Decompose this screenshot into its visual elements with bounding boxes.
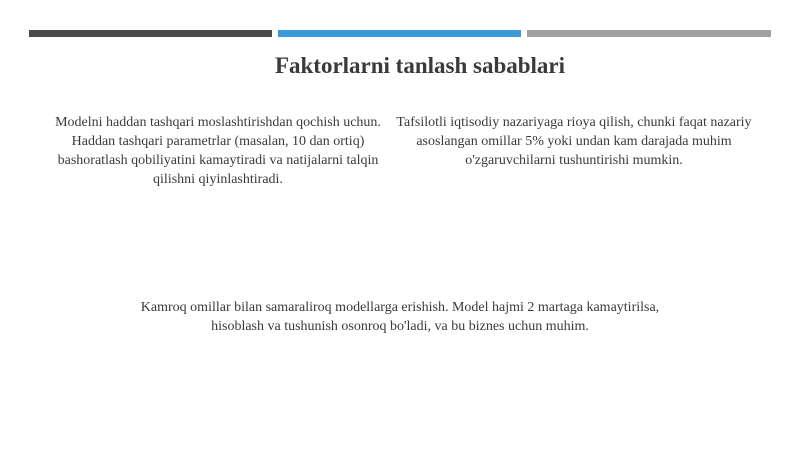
text-block-right: Tafsilotli iqtisodiy nazariyaga rioya qilish, chunki faqat nazariy asoslangan omillar 5% yoki undan kam darajada muhim o'zgaruvchilarni tushuntirishi mumkin. <box>396 115 752 168</box>
text-block-bottom: Kamroq omillar bilan samaraliroq modellarga erishish. Model hajmi 2 martaga kamaytirilsa, hisoblash va tushunish osonroq bo'ladi, va bu biznes uchun muhim. <box>140 300 660 334</box>
text-block-left: Modelni haddan tashqari moslashtirishdan qochish uchun. Haddan tashqari parametrlar (masalan, 10 dan ortiq) bashoratlash qobiliyatini kamaytiradi va natijalarni talqin qilishni qiyinlashtiradi. <box>55 115 381 187</box>
slide-title: Faktorlarni tanlash sabablari <box>274 53 566 78</box>
header-bar-dark <box>29 30 272 37</box>
header-bar-gray <box>527 30 771 37</box>
header-bar-blue <box>278 30 521 37</box>
